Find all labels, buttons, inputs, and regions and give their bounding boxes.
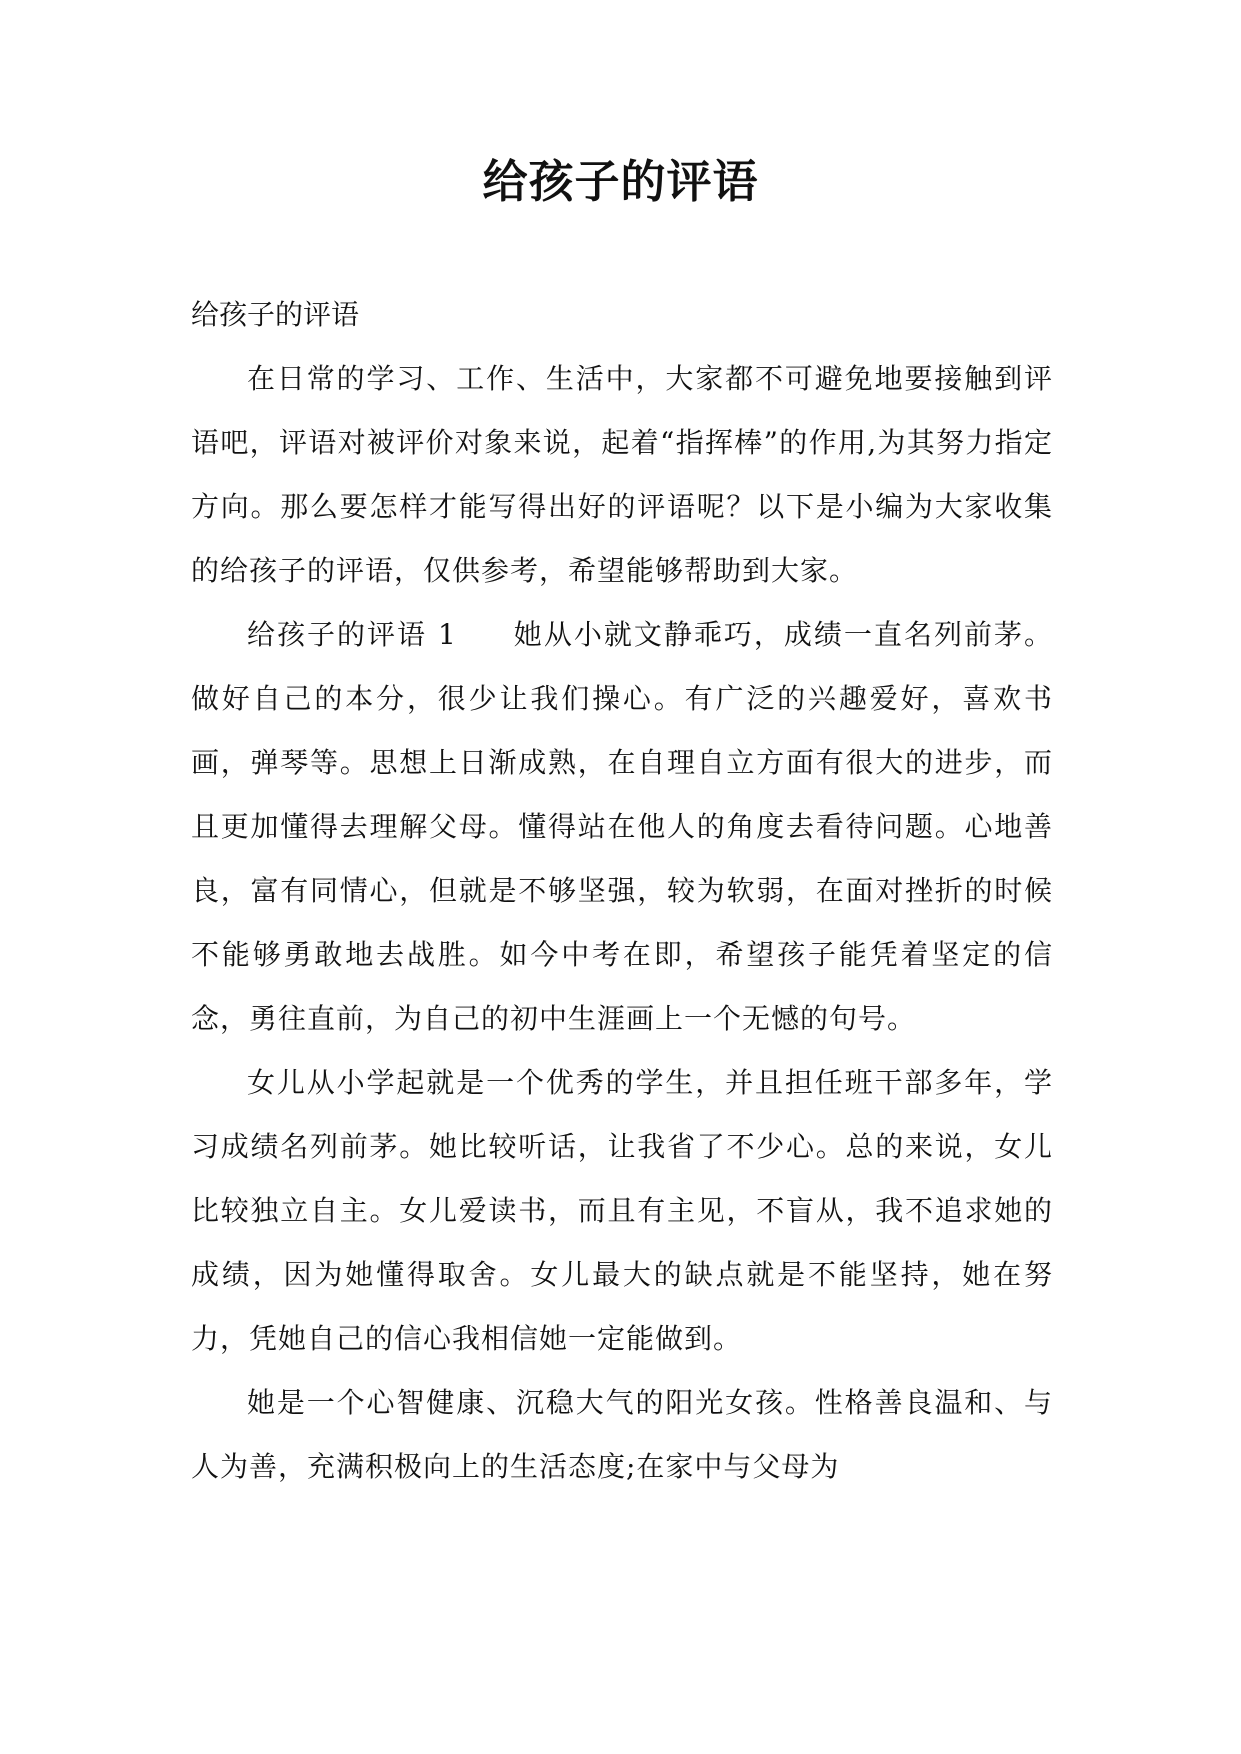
document-subtitle: 给孩子的评语 [191,298,360,331]
comment-text: 她从小就文静乖巧，成绩一直名列前茅。做好自己的本分，很少让我们操心。有广泛的兴趣爱好，喜欢书画，弹琴等。思想上日渐成熟，在自理自立方面有很大的进步，而且更加懂得去理解父母。懂得站在他人的角度去看待问题。心地善良，富有同情心，但就是不够坚强，较为软弱，在面对挫折的时候不能够勇敢地去战胜。如今中考在即，希望孩子能凭着坚定的信念，勇往直前，为自己的初中生涯画上一个无憾的句号。 [191,618,1053,1035]
paragraph-comment-1 [191,603,1053,1051]
paragraph-comment-2: 女儿从小学起就是一个优秀的学生，并且担任班干部多年，学习成绩名列前茅。她比较听话，让我省了不少心。总的来说，女儿比较独立自主。女儿爱读书，而且有主见，不盲从，我不追求她的成绩，因为她懂得取舍。女儿最大的缺点就是不能坚持，她在努力，凭她自己的信心我相信她一定能做到。 [191,1066,1053,1355]
document-body [191,283,1053,1499]
paragraph-comment-3: 她是一个心智健康、沉稳大气的阳光女孩。性格善良温和、与人为善，充满积极向上的生活态度;在家中与父母为 [191,1386,1053,1483]
document-title: 给孩子的评语 [482,155,759,208]
paragraph-intro: 在日常的学习、工作、生活中，大家都不可避免地要接触到评语吧，评语对被评价对象来说，起着“指挥棒”的作用,为其努力指定方向。那么要怎样才能写得出好的评语呢？以下是小编为大家收集的给孩子的评语，仅供参考，希望能够帮助到大家。 [191,362,1053,587]
comment-heading: 给孩子的评语 1 [247,618,457,651]
